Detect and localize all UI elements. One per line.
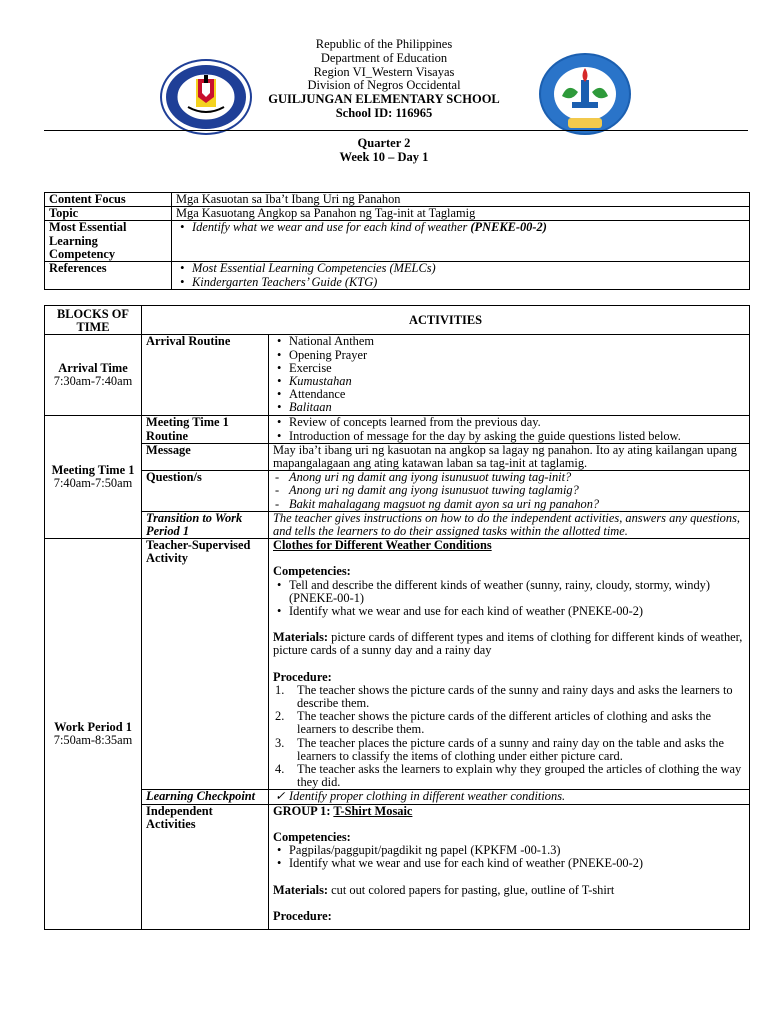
question-item: - Anong uri ng damit ang iyong isunusuot tuwing taglamig?	[273, 484, 745, 497]
competency-item: • Identify what we wear and use for each kind of weather (PNEKE-00-2)	[273, 605, 745, 618]
learning-checkpoint-content	[269, 790, 750, 804]
meeting-routine-item: • Introduction of message for the day by asking the guide questions listed below.	[273, 430, 745, 443]
transition-row	[45, 511, 750, 538]
meeting-block	[45, 416, 142, 539]
procedure-step-text: The teacher asks the learners to explain why they grouped the articles of clothing the way they did.	[297, 762, 742, 790]
schedule-header-row	[45, 306, 750, 335]
group1-competencies-heading: Competencies:	[273, 829, 351, 844]
melc-text: Identify what we wear and use for each kind of weather	[192, 220, 468, 235]
work-period-time: 7:50am-8:35am	[53, 732, 133, 747]
meeting-routine-items	[269, 416, 750, 443]
arrival-item: • Balitaan	[273, 401, 745, 414]
work-period-block	[45, 539, 142, 929]
header-divider	[44, 130, 748, 131]
activity-title: Clothes for Different Weather Conditions	[273, 538, 492, 553]
procedure-step-text: The teacher places the picture cards of a sunny and rainy day on the table and asks the learners to classify the items of clothing under either picture card.	[297, 735, 724, 763]
arrival-block	[45, 335, 142, 416]
meeting-time: 7:40am-7:50am	[53, 476, 133, 491]
group1-procedure-heading: Procedure:	[273, 908, 332, 923]
group1-activity-name: T-Shirt Mosaic	[333, 803, 413, 818]
blocks-of-time-header: BLOCKS OF TIME	[45, 306, 142, 335]
questions-row	[45, 471, 750, 512]
message-text: May iba’t ibang uri ng kasuotan na angkop sa lagay ng panahon. Ito ay ating kailangan upang mapangalagaan ang ating katawan laban sa tag-init at taglamig.	[269, 443, 750, 470]
procedure-step: 1. The teacher shows the picture cards of the sunny and rainy days and asks the learners to describe them.	[275, 682, 733, 711]
arrival-routine-label: Arrival Routine	[142, 335, 269, 416]
header-department: Department of Education	[320, 50, 448, 65]
materials-heading: Materials:	[273, 630, 329, 645]
teacher-supervised-content	[269, 539, 750, 790]
procedure-step: 2. The teacher shows the picture cards of the different articles of clothing and asks the learners to describe them.	[275, 709, 712, 737]
header-republic: Republic of the Philippines	[315, 37, 453, 51]
melc-item	[176, 221, 745, 234]
header-division: Division of Negros Occidental	[307, 78, 461, 93]
reference-item: • Kindergarten Teachers’ Guide (KTG)	[176, 276, 745, 289]
references-label: References	[45, 262, 172, 289]
question-item: - Bakit mahalagang magsuot ng damit ayon sa uri ng panahon?	[273, 498, 745, 511]
procedure-step-text: The teacher shows the picture cards of the sunny and rainy days and asks the learners to describe them.	[297, 682, 733, 711]
activities-header: ACTIVITIES	[142, 306, 750, 335]
quarter-label: Quarter 2	[357, 136, 411, 150]
checkpoint-item: ✓ Identify proper clothing in different weather conditions.	[273, 790, 745, 803]
content-focus-row	[45, 193, 750, 207]
transition-label: Transition to Work Period 1	[142, 511, 269, 538]
meeting-routine-label: Meeting Time 1 Routine	[142, 416, 269, 443]
procedure-step: 4. The teacher asks the learners to explain why they grouped the articles of clothing the way they did.	[275, 762, 742, 790]
arrival-item: • Exercise	[273, 362, 745, 375]
independent-activities-content	[269, 804, 750, 929]
message-row	[45, 443, 750, 470]
references-row	[45, 262, 750, 289]
document-header	[0, 38, 768, 121]
independent-activities-label: Independent Activities	[142, 804, 269, 929]
independent-activities-row	[45, 804, 750, 929]
message-label: Message	[142, 443, 269, 470]
lesson-info-table	[44, 192, 750, 290]
procedure-step-text: The teacher shows the picture cards of the different articles of clothing and asks the learners to describe them.	[297, 709, 712, 737]
references-value	[172, 262, 750, 289]
arrival-item: • Attendance	[273, 388, 745, 401]
materials-paragraph	[273, 631, 745, 657]
meeting-routine-row	[45, 416, 750, 443]
topic-row	[45, 207, 750, 221]
materials-text: picture cards of different types and items of clothing for different kinds of weather, picture cards of a sunny day and a rainy day	[273, 630, 743, 658]
schedule-table	[44, 305, 750, 930]
meeting-routine-item: • Review of concepts learned from the previous day.	[273, 416, 745, 429]
melc-value	[172, 221, 750, 262]
question-item: - Anong uri ng damit ang iyong isunusuot tuwing tag-init?	[273, 471, 745, 484]
group1-materials-heading: Materials:	[273, 882, 329, 897]
lesson-title	[0, 136, 768, 164]
group1-materials-paragraph	[273, 884, 745, 897]
group1-prefix: GROUP 1:	[273, 803, 331, 818]
questions-label: Question/s	[142, 471, 269, 512]
content-focus-label: Content Focus	[45, 193, 172, 207]
arrival-item: • Kumustahan	[273, 375, 745, 388]
melc-row	[45, 221, 750, 262]
header-school-name: GUILJUNGAN ELEMENTARY SCHOOL	[268, 92, 500, 107]
week-day-label: Week 10 – Day 1	[339, 150, 429, 164]
group1-competency-item: • Pagpilas/paggupit/pagdikit ng papel (KPKFM -00-1.3)	[273, 844, 745, 857]
teacher-supervised-label: Teacher-Supervised Activity	[142, 539, 269, 790]
arrival-routine-items	[269, 335, 750, 416]
questions-list	[269, 471, 750, 512]
learning-checkpoint-label: Learning Checkpoint	[142, 790, 269, 804]
content-focus-value: Mga Kasuotan sa Iba’t Ibang Uri ng Panahon	[172, 193, 750, 207]
procedure-step: 3. The teacher places the picture cards of a sunny and rainy day on the table and asks the learners to classify the items of clothing under either picture card.	[275, 735, 724, 763]
reference-item: • Most Essential Learning Competencies (MELCs)	[176, 262, 745, 275]
meeting-block-label: Meeting Time 1	[51, 463, 135, 478]
transition-text: The teacher gives instructions on how to do the independent activities, answers any questions, and tells the learners to do their assigned tasks within the allotted time.	[269, 511, 750, 538]
arrival-item: • National Anthem	[273, 335, 745, 348]
header-school-id: School ID: 116965	[335, 105, 433, 120]
arrival-time: 7:30am-7:40am	[53, 374, 133, 389]
topic-label: Topic	[45, 207, 172, 221]
melc-label: Most Essential Learning Competency	[45, 221, 172, 262]
procedure-heading: Procedure:	[273, 669, 332, 684]
group1-materials-text: cut out colored papers for pasting, glue, outline of T-shirt	[331, 882, 615, 897]
competencies-heading: Competencies:	[273, 564, 351, 579]
learning-checkpoint-row	[45, 790, 750, 804]
work-period-label: Work Period 1	[54, 719, 132, 734]
melc-code: (PNEKE-00-2)	[470, 220, 547, 235]
arrival-row	[45, 335, 750, 416]
group1-competency-item: • Identify what we wear and use for each kind of weather (PNEKE-00-2)	[273, 857, 745, 870]
header-region: Region VI_Western Visayas	[313, 64, 455, 79]
topic-value: Mga Kasuotang Angkop sa Panahon ng Tag-init at Taglamig	[172, 207, 750, 221]
arrival-block-label: Arrival Time	[58, 361, 128, 376]
teacher-supervised-row	[45, 539, 750, 790]
arrival-item: • Opening Prayer	[273, 349, 745, 362]
group1-title	[273, 805, 745, 818]
competency-item: • Tell and describe the different kinds of weather (sunny, rainy, cloudy, stormy, windy) (PNEKE-00-1)	[273, 579, 745, 605]
